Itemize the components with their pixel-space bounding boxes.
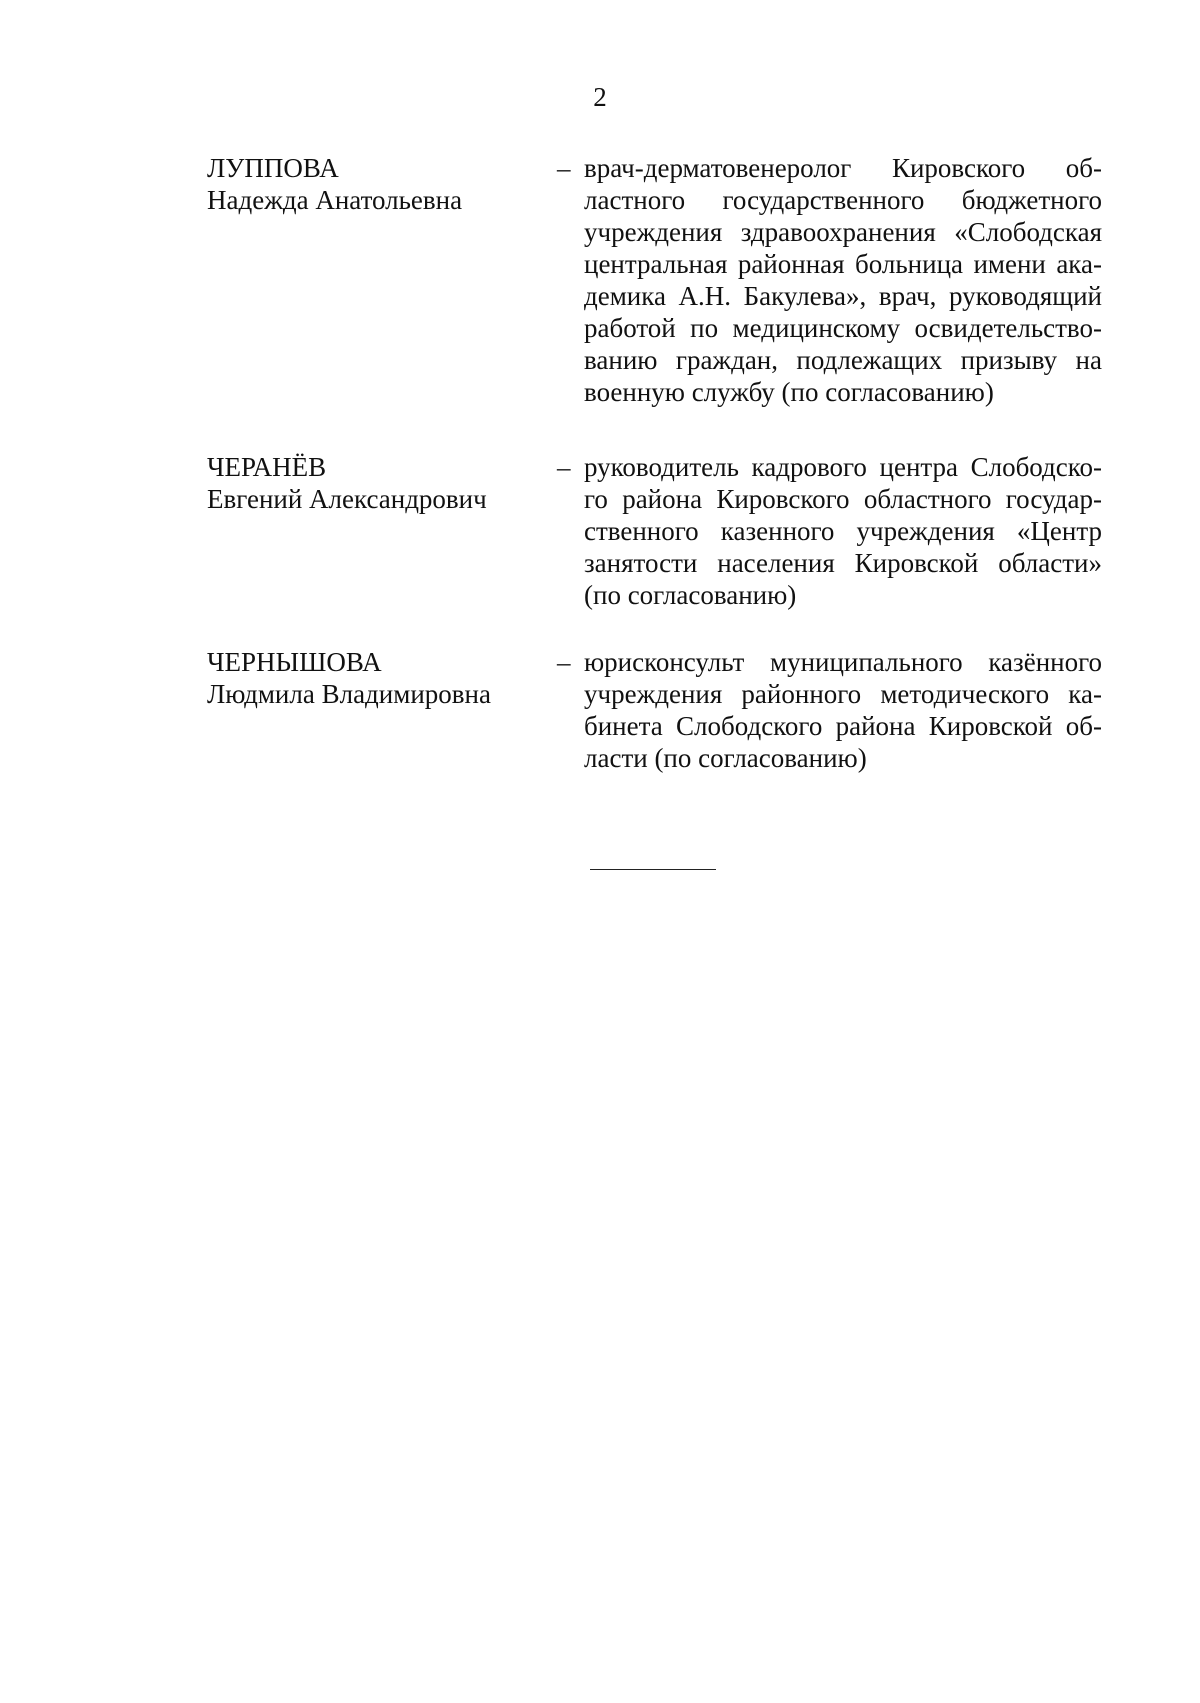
description-line: учреждения здравоохранения «Слободская	[584, 217, 1102, 247]
description-line: юрисконсульт муниципального казённого	[584, 647, 1102, 677]
member-surname: ЛУППОВА	[207, 153, 339, 183]
dash-separator: –	[557, 647, 571, 677]
dash-separator: –	[557, 452, 571, 482]
description-line: военную службу (по согласованию)	[584, 377, 994, 407]
member-name	[207, 451, 527, 515]
description-line: центральная районная больница имени ака-	[584, 249, 1102, 279]
description-line: врач-дерматовенеролог Кировского об-	[584, 153, 1102, 183]
description-line: занятости населения Кировской области»	[584, 548, 1102, 578]
description-line: (по согласованию)	[584, 580, 797, 610]
member-description	[584, 646, 1102, 774]
member-name	[207, 646, 527, 710]
member-given-names: Людмила Владимировна	[207, 679, 491, 709]
description-line: ственного казенного учреждения «Центр	[584, 516, 1102, 546]
dash-separator: –	[557, 153, 571, 183]
description-line: го района Кировского областного государ-	[584, 484, 1102, 514]
member-name	[207, 152, 527, 216]
description-line: бинета Слободского района Кировской об-	[584, 711, 1102, 741]
description-line: ластного государственного бюджетного	[584, 185, 1102, 215]
member-surname: ЧЕРНЫШОВА	[207, 647, 382, 677]
description-line: учреждения районного методического ка-	[584, 679, 1102, 709]
member-given-names: Надежда Анатольевна	[207, 185, 463, 215]
member-surname: ЧЕРАНЁВ	[207, 452, 327, 482]
description-line: работой по медицинскому освидетельство-	[584, 313, 1102, 343]
member-description	[584, 451, 1102, 611]
member-description	[584, 152, 1102, 408]
description-line: ванию граждан, подлежащих призыву на	[584, 345, 1102, 375]
description-line: руководитель кадрового центра Слободско-	[584, 452, 1102, 482]
end-divider	[590, 869, 716, 870]
member-given-names: Евгений Александрович	[207, 484, 487, 514]
description-line: демика А.Н. Бакулева», врач, руководящий	[584, 281, 1102, 311]
description-line: ласти (по согласованию)	[584, 743, 867, 773]
page-number: 2	[593, 82, 607, 112]
